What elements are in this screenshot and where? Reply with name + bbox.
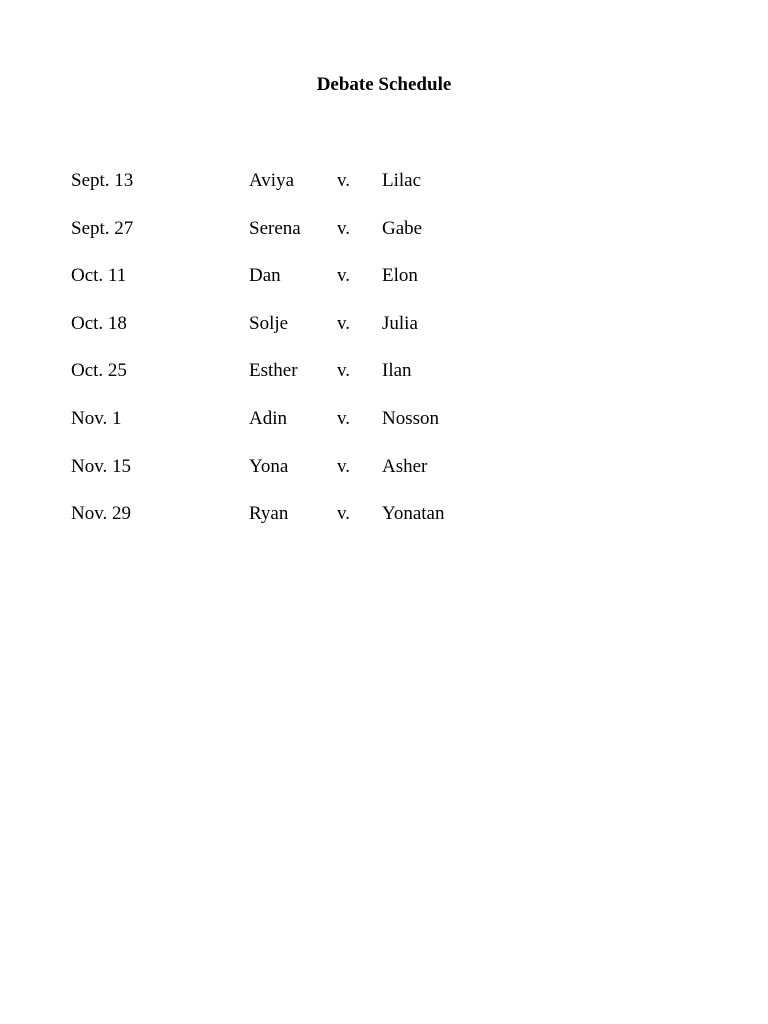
debater-b: Julia — [382, 312, 418, 334]
debater-a: Esther — [249, 360, 298, 382]
debate-date: Nov. 1 — [71, 407, 122, 429]
debate-date: Sept. 27 — [71, 217, 134, 239]
debater-a: Adin — [249, 407, 287, 429]
debater-a: Solje — [249, 312, 289, 334]
versus-label: v. — [337, 170, 351, 191]
debate-date: Sept. 13 — [71, 170, 134, 191]
page-title: Debate Schedule — [316, 74, 452, 95]
debater-a: Serena — [249, 217, 301, 239]
versus-label: v. — [337, 217, 351, 239]
debate-date: Oct. 18 — [71, 312, 127, 334]
versus-label: v. — [337, 455, 351, 477]
debate-date: Oct. 11 — [71, 265, 127, 287]
versus-label: v. — [337, 360, 351, 382]
debate-date: Oct. 25 — [71, 360, 127, 382]
debate-date: Nov. 29 — [71, 503, 131, 525]
versus-label: v. — [337, 265, 351, 287]
schedule-row — [71, 311, 571, 359]
debater-b: Elon — [382, 265, 418, 287]
debater-b: Yonatan — [382, 503, 445, 525]
versus-label: v. — [337, 407, 351, 429]
debater-b: Nosson — [382, 407, 440, 429]
debater-a: Yona — [249, 455, 289, 477]
versus-label: v. — [337, 312, 351, 334]
debater-b: Ilan — [382, 360, 412, 382]
debater-b: Gabe — [382, 217, 423, 239]
debate-schedule-list — [71, 168, 571, 549]
schedule-row — [71, 406, 571, 454]
debater-a: Ryan — [249, 503, 289, 525]
debate-date: Nov. 15 — [71, 455, 131, 477]
debater-b: Lilac — [382, 170, 422, 191]
schedule-row — [71, 501, 571, 549]
debater-b: Asher — [382, 455, 428, 477]
schedule-row — [71, 263, 571, 311]
schedule-row — [71, 454, 571, 502]
debater-a: Dan — [249, 265, 281, 287]
debater-a: Aviya — [249, 170, 295, 191]
versus-label: v. — [337, 503, 351, 525]
schedule-row — [71, 358, 571, 406]
schedule-row — [71, 168, 571, 216]
schedule-row — [71, 216, 571, 264]
